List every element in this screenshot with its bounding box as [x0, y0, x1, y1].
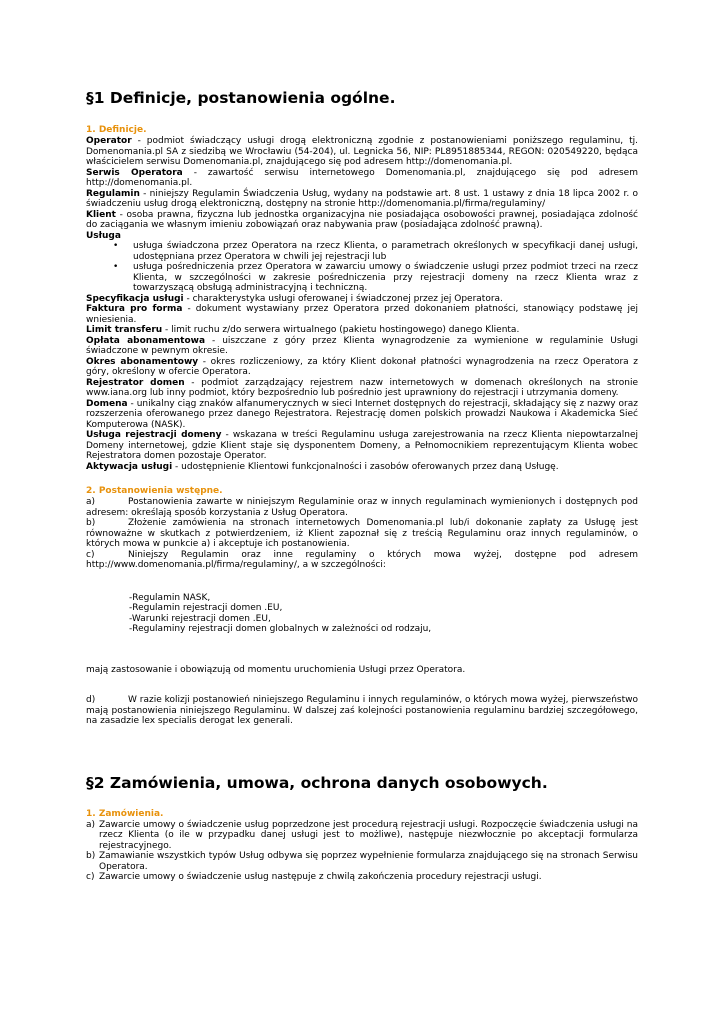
def-limit [86, 325, 638, 336]
usluga-bullet-1 [86, 241, 638, 262]
section1-title: §1 Definicje, postanowienia ogólne. [86, 89, 396, 107]
def-term: Opłata abonamentowa [86, 335, 206, 346]
intro-point-a [86, 497, 638, 518]
regulation-item: -Warunki rejestracji domen .EU, [129, 613, 271, 624]
def-text: - zawartość serwisu internetowego Domenomania.pl, znajdującego się pod adresem http://domenomania.pl. [86, 167, 638, 188]
def-text: - limit ruchu z/do serwera wirtualnego (pakietu hostingowego) danego Klienta. [162, 325, 520, 335]
def-text: - niniejszy Regulamin Świadczenia Usług, wydany na podstawie art. 8 ust. 1 ustawy z dnia 18 lipca 2002 r. o świadczeniu usług drogą elektroniczną, dostępny na stronie http://domenomania.pl/firma/regulaminy/ [86, 188, 638, 209]
section1-sub-intro: 2. Postanowienia wstępne. [86, 486, 223, 496]
usluga-bullet-2 [86, 262, 638, 294]
def-term: Klient [86, 209, 116, 220]
point-label: c) [86, 872, 95, 882]
def-term: Rejestrator domen [86, 377, 185, 388]
intro-point-d [86, 695, 638, 727]
def-text: - podmiot świadczący usługi drogą elektroniczną zgodnie z postanowieniami poniższego regulaminu, tj. Domenomania.pl SA z siedzibą we Wrocławiu (54-204), ul. Legnicka 56, NIP: PL8951885344, REGON: 020549220, będąca właścicielem serwisu Domenomania.pl, znajdującego się pod adresem http://domenomania.pl. [86, 136, 638, 167]
def-domena [86, 399, 638, 431]
def-klient [86, 210, 638, 231]
point-text: W razie kolizji postanowień niniejszego Regulaminu i innych regulaminów, o których mowa wyżej, pierwszeństwo mają postanowienia niniejszego Regulaminu. W dalszej zaś kolejności postanowienia regulaminu bardziej szczegółowego, na zasadzie lex specialis derogat lex generali. [86, 695, 638, 726]
point-text: Zawarcie umowy o świadczenie usług poprzedzone jest procedurą rejestracji usługi. Rozpoczęcie świadczenia usługi na rzecz Klienta (o ile w przypadku danej usługi jest to możliwe), następuje niezwłocznie po akceptacji formularza rejestracyjnego. [99, 819, 638, 851]
def-term: Specyfikacja usługi [86, 293, 184, 304]
regulation-item: -Regulamin rejestracji domen .EU, [129, 603, 283, 613]
point-label: b) [86, 518, 96, 528]
document-page [86, 88, 638, 883]
usluga-bullet-text: usługa świadczona przez Operatora na rzecz Klienta, o parametrach określonych w specyfikacji danej usługi, udostępniana przez Operatora w chwili jej rejestracji lub [133, 241, 638, 262]
order-item-b [86, 851, 638, 872]
def-term: Regulamin [86, 188, 140, 199]
intro-point-c [86, 550, 638, 571]
def-term: Serwis Operatora [86, 167, 183, 178]
def-text: - unikalny ciąg znaków alfanumerycznych w sieci Internet dostępnych do rejestracji, składający się z nazwy oraz rozszerzenia oferowanego przez danego Rejestratora. Rejestrację domen polskich prowadzi Naukowa i Akademicka Sieć Komputerowa (NASK). [86, 398, 638, 430]
point-label: b) [86, 851, 96, 861]
def-rejestrator [86, 378, 638, 399]
def-text: - dokument wystawiany przez Operatora przed dokonaniem płatności, stanowiący podstawę jej wniesienia. [86, 304, 638, 325]
point-label: d) [86, 695, 96, 705]
point-text: Zawarcie umowy o świadczenie usług następuje z chwilą zakończenia procedury rejestracji usługi. [99, 872, 542, 882]
def-text: - osoba prawna, fizyczna lub jednostka organizacyjna nie posiadająca osobowości prawnej, posiadająca zdolność do zaciągania we własnym imieniu zobowiązań oraz nabywania praw (posiadająca zdolność prawną). [86, 209, 638, 230]
point-text: Postanowienia zawarte w niniejszym Regulaminie oraz w innych regulaminach wymienionych i dostępnych pod adresem: określają sposób korzystania z Usług Operatora. [86, 497, 638, 518]
def-term: Usługa rejestracji domeny [86, 430, 222, 440]
def-okres [86, 357, 638, 378]
def-aktywacja [86, 462, 638, 473]
def-text: - podmiot zarządzający rejestrem nazw internetowych w domenach określonych na stronie www.iana.org lub inny podmiot, który bezpośrednio lub pośrednio jest uprawniony do rejestracji i utrzymania domeny. [86, 377, 638, 398]
regulation-item: -Regulamin NASK, [129, 592, 211, 603]
def-text: - okres rozliczeniowy, za który Klient dokonał płatności wynagrodzenia na rzecz Operatora z góry, określony w ofercie Operatora. [86, 356, 639, 377]
def-serwis [86, 168, 638, 189]
def-regulamin [86, 189, 638, 210]
bullet-icon: • [113, 262, 119, 272]
point-label: a) [86, 819, 96, 830]
regulation-item: -Regulaminy rejestracji domen globalnych w zależności od rodzaju, [129, 624, 432, 634]
def-term: Faktura pro forma [86, 304, 183, 314]
def-operator [86, 136, 638, 168]
def-text: - udostępnienie Klientowi funkcjonalności i zasobów oferowanych przez daną Usługę. [172, 461, 559, 472]
def-term: Domena [86, 398, 128, 409]
def-text: - charakterystyka usługi oferowanej i świadczonej przez jej Operatora. [183, 293, 503, 304]
def-term: Okres abonamentowy [86, 356, 199, 367]
def-term: Aktywacja usługi [86, 461, 173, 472]
def-usluga-rejestracji [86, 430, 638, 462]
def-term: Limit transferu [86, 325, 163, 335]
def-text: - uiszczane z góry przez Klienta wynagrodzenie za wymienione w regulaminie Usługi świadczone w pewnym okresie. [86, 335, 638, 356]
def-faktura [86, 304, 638, 325]
def-term: Operator [86, 136, 132, 146]
apply-statement: mają zastosowanie i obowiązują od momentu uruchomienia Usługi przez Operatora. [86, 664, 466, 675]
order-item-a [86, 820, 638, 852]
section1-sub-definitions: 1. Definicje. [86, 125, 147, 135]
point-text: Zamawianie wszystkich typów Usług odbywa się poprzez wypełnienie formularza znajdującego się na stronach Serwisu Operatora. [99, 851, 638, 872]
def-oplata [86, 336, 638, 357]
point-label: c) [86, 549, 95, 560]
intro-point-b [86, 518, 638, 550]
bullet-icon: • [113, 241, 119, 251]
def-usluga-term: Usługa [86, 230, 121, 241]
usluga-bullet-text: usługa pośredniczenia przez Operatora w zawarciu umowy o świadczenie usługi przez podmiot trzeci na rzecz Klienta, w szczególności w zakresie pośredniczenia przy rejestracji domeny na rzecz Klienta wraz z towarzyszącą obsługą administracyjną i techniczną. [133, 262, 638, 293]
point-label: a) [86, 497, 96, 507]
point-text: Złożenie zamówienia na stronach internetowych Domenomania.pl lub/i dokonanie zapłaty za Usługę jest równoważne w skutkach z potwierdzeniem, iż Klient zapoznał się z treścią Regulaminu oraz innych regulaminów, o których mowa w punkcie a) i akceptuje ich postanowienia. [86, 518, 638, 549]
section2-sub-orders: 1. Zamówienia. [86, 808, 164, 819]
order-item-c [86, 872, 638, 883]
def-specyfikacja [86, 294, 638, 305]
point-text: Niniejszy Regulamin oraz inne regulaminy o których mowa wyżej, dostępne pod adresem http://www.domenomania.pl/firma/regulaminy/, a w szczególności: [86, 549, 638, 570]
section2-title: §2 Zamówienia, umowa, ochrona danych osobowych. [86, 773, 548, 792]
regulations-list [86, 593, 638, 635]
def-text: - wskazana w treści Regulaminu usługa zarejestrowania na rzecz Klienta niepowtarzalnej Domeny internetowej, gdzie Klient staje się dysponentem Domeny, a Pełnomocnikiem reprezentującym Klienta wobec Rejestratora domen pozostaje Operator. [86, 430, 638, 461]
